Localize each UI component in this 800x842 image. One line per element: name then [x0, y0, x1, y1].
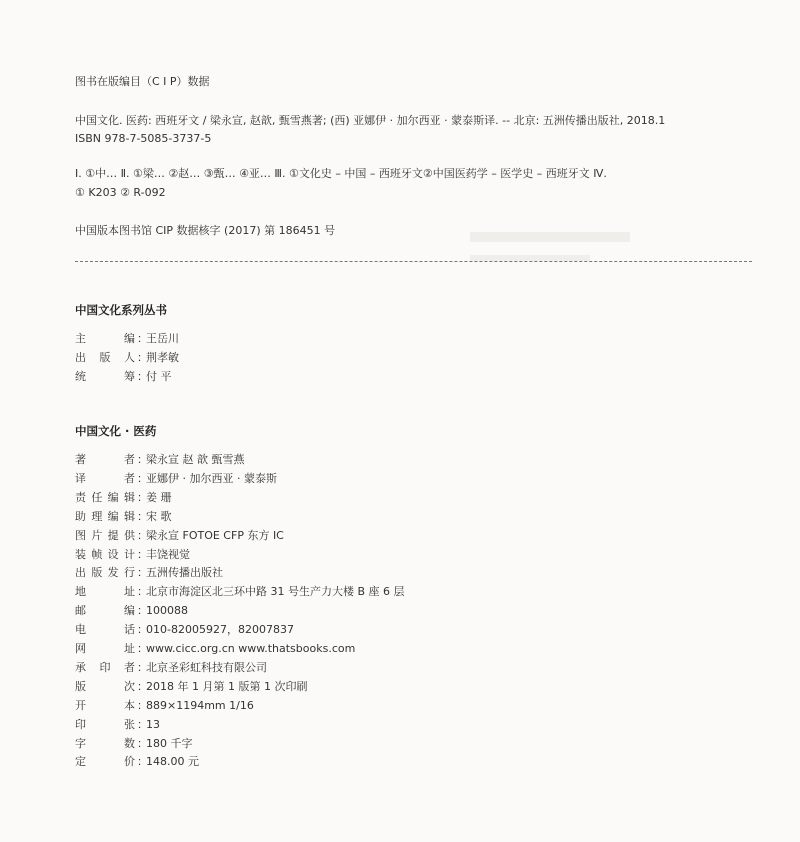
- book-credit-label: 承 印 者: [75, 660, 135, 674]
- book-credit-colon: ：: [137, 471, 148, 485]
- series-credit-colon: ：: [137, 332, 148, 345]
- book-credit-label: 图 片 提 供: [75, 528, 135, 542]
- book-credit-value: 010-82005927，82007837: [146, 623, 294, 637]
- book-credit-label: 网 址: [75, 642, 135, 655]
- book-credit-value: 2018 年 1 月第 1 版第 1 次印刷: [146, 679, 308, 693]
- book-credit-label: 电 话: [75, 623, 135, 637]
- book-credit-value: 丰饶视觉: [146, 547, 190, 561]
- show-through-mark: [470, 232, 630, 242]
- book-credit-label: 邮 编: [75, 604, 135, 618]
- book-credit-label: 著 者: [75, 453, 135, 466]
- book-credit-value: 姜 珊: [146, 490, 172, 504]
- book-credit-colon: ：: [137, 453, 148, 466]
- series-credit-colon: ：: [137, 351, 148, 364]
- divider: [75, 261, 752, 262]
- series-credit-label: 出 版 人: [75, 351, 135, 364]
- book-credit-colon: ：: [137, 490, 148, 504]
- book-credit-value: 148.00 元: [146, 755, 199, 769]
- book-credit-value: www.cicc.org.cn www.thatsbooks.com: [146, 642, 356, 655]
- cip-classification-1: Ⅰ. ①中… Ⅱ. ①梁… ②赵… ③甄… ④亚… Ⅲ. ①文化史 – 中国 – 西班牙文②中国医药学 – 医学史 – 西班牙文 Ⅳ.: [75, 167, 607, 180]
- book-credit-label: 版 次: [75, 679, 135, 693]
- book-credit-label: 助 理 编 辑: [75, 509, 135, 523]
- series-credit-value: 荆孝敏: [146, 351, 179, 364]
- book-credit-value: 宋 歌: [146, 509, 172, 523]
- series-credit-value: 王岳川: [146, 332, 179, 345]
- book-credit-label: 印 张: [75, 717, 135, 731]
- book-credit-label: 出 版 发 行: [75, 566, 135, 580]
- book-credit-value: 889×1194mm 1/16: [146, 698, 254, 712]
- series-credit-colon: ：: [137, 370, 148, 383]
- book-credit-value: 五洲传播出版社: [146, 566, 223, 580]
- book-credit-colon: ：: [137, 623, 148, 637]
- book-credit-value: 亚娜伊 · 加尔西亚 · 蒙泰斯: [146, 471, 277, 485]
- series-credit-label: 主 编: [75, 332, 135, 345]
- book-credit-label: 字 数: [75, 736, 135, 750]
- book-credit-label: 责 任 编 辑: [75, 490, 135, 504]
- book-credit-label: 译 者: [75, 471, 135, 485]
- book-credit-colon: ：: [137, 585, 148, 599]
- book-title: 中国文化 · 医药: [75, 424, 157, 438]
- book-credit-colon: ：: [137, 755, 148, 769]
- book-credit-colon: ：: [137, 660, 148, 674]
- series-credit-value: 付 平: [146, 370, 172, 383]
- cip-approval-number: 中国版本图书馆 CIP 数据核字 (2017) 第 186451 号: [75, 224, 336, 237]
- book-credit-colon: ：: [137, 566, 148, 580]
- series-credit-label: 统 筹: [75, 370, 135, 383]
- isbn: ISBN 978-7-5085-3737-5: [75, 132, 212, 145]
- book-credit-label: 地 址: [75, 585, 135, 599]
- cip-header: 图书在版编目（C I P）数据: [75, 75, 210, 88]
- cip-classification-2: ① K203 ② R-092: [75, 186, 166, 199]
- book-credit-colon: ：: [137, 717, 148, 731]
- cip-record-line: 中国文化. 医药: 西班牙文 / 梁永宣, 赵歆, 甄雪燕著; (西) 亚娜伊 · 加尔西亚 · 蒙泰斯译. -- 北京: 五洲传播出版社, 2018.1: [75, 114, 666, 127]
- book-credit-colon: ：: [137, 547, 148, 561]
- book-credit-value: 180 千字: [146, 736, 193, 750]
- book-credit-value: 梁永宣 FOTOE CFP 东方 IC: [146, 528, 284, 542]
- book-credit-value: 100088: [146, 604, 188, 618]
- book-credit-colon: ：: [137, 528, 148, 542]
- book-credit-value: 北京圣彩虹科技有限公司: [146, 660, 267, 674]
- book-credit-value: 北京市海淀区北三环中路 31 号生产力大楼 B 座 6 层: [146, 585, 405, 599]
- book-credit-colon: ：: [137, 604, 148, 618]
- book-credit-colon: ：: [137, 509, 148, 523]
- book-credit-value: 梁永宣 赵 歆 甄雪燕: [146, 453, 245, 466]
- book-credit-label: 装 帧 设 计: [75, 547, 135, 561]
- book-credit-colon: ：: [137, 736, 148, 750]
- series-title: 中国文化系列丛书: [75, 303, 167, 317]
- book-credit-value: 13: [146, 717, 160, 731]
- book-credit-colon: ：: [137, 642, 148, 655]
- book-credit-colon: ：: [137, 679, 148, 693]
- book-credit-label: 定 价: [75, 755, 135, 769]
- book-credit-colon: ：: [137, 698, 148, 712]
- book-credit-label: 开 本: [75, 698, 135, 712]
